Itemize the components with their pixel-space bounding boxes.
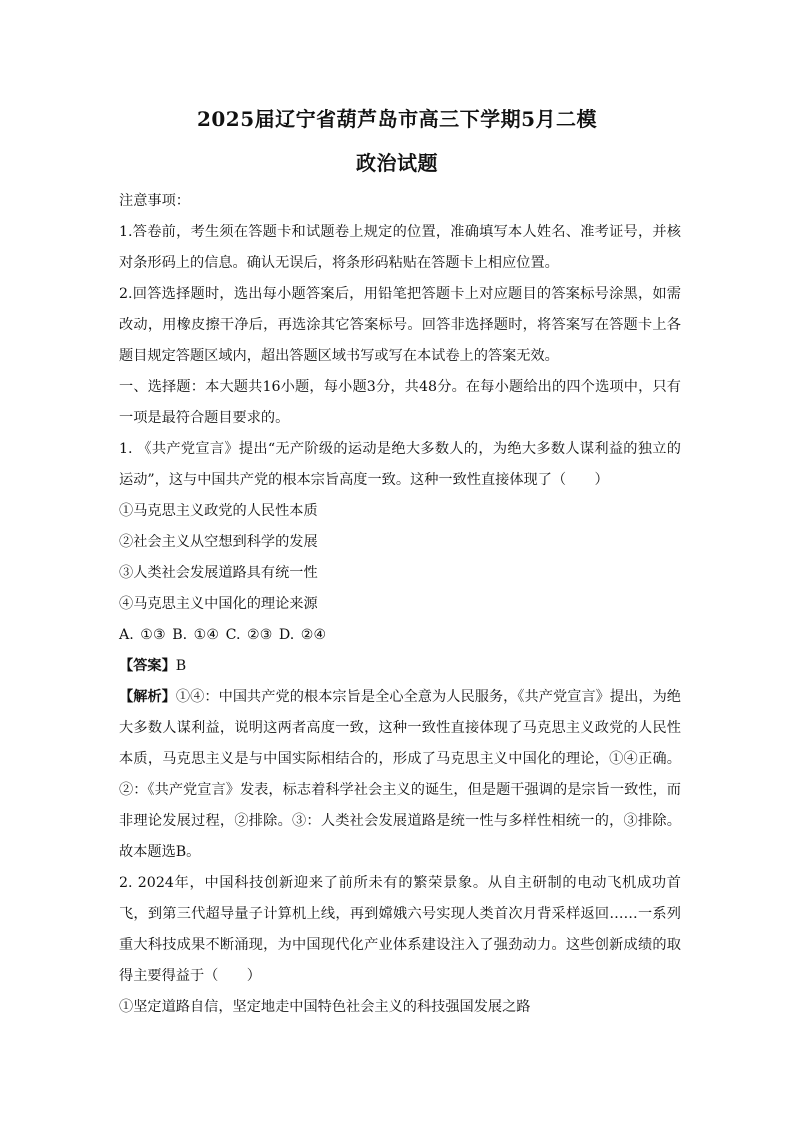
notice-item-1: 1.答卷前，考生须在答题卡和试题卷上规定的位置，准确填写本人姓名、准考证号，并核对条形码上的信息。确认无误后，将条形码粘贴在答题卡上相应位置。 bbox=[119, 224, 681, 271]
document-body bbox=[119, 186, 681, 1023]
question-1-option-3: ③人类社会发展道路具有统一性 bbox=[119, 565, 318, 581]
section-heading: 一、选择题：本大题共16小题，每小题3分，共48分。在每小题给出的四个选项中，只有一项是最符合题目要求的。 bbox=[119, 379, 681, 426]
question-1-answer bbox=[119, 651, 681, 682]
answer-label: 【答案】 bbox=[119, 658, 176, 674]
question-1-option-4: ④马克思主义中国化的理论来源 bbox=[119, 596, 318, 612]
question-1-option-2: ②社会主义从空想到科学的发展 bbox=[119, 534, 318, 550]
answer-value: B bbox=[175, 658, 187, 674]
page-subtitle: 政治试题 bbox=[356, 151, 438, 175]
notice-heading: 注意事项： bbox=[119, 193, 190, 209]
notice-item-2: 2.回答选择题时，选出每小题答案后，用铅笔把答题卡上对应题目的答案标号涂黑，如需改动，用橡皮擦干净后，再选涂其它答案标号。回答非选择题时，将答案写在答题卡上各题目规定答题区域内，超出答题区域书写或写在本试卷上的答案无效。 bbox=[119, 286, 681, 364]
page-title: 2025届辽宁省葫芦岛市高三下学期5月二模 bbox=[196, 107, 598, 131]
question-1-choices: A. ①③ B. ①④ C. ②③ D. ②④ bbox=[119, 627, 327, 643]
question-1-analysis bbox=[119, 682, 681, 868]
question-2-stem: 2. 2024年，中国科技创新迎来了前所未有的繁荣景象。从自主研制的电动飞机成功首飞，到第三代超导量子计算机上线，再到嫦娥六号实现人类首次月背采样返回……一系列重大科技成果不断涌现，为中国现代化产业体系建设注入了强劲动力。这些创新成绩的取得主要得益于（ ） bbox=[119, 875, 681, 984]
analysis-text: ①④：中国共产党的根本宗旨是全心全意为人民服务，《共产党宣言》提出，为绝大多数人谋利益，说明这两者高度一致，这种一致性直接体现了马克思主义政党的人民性本质，马克思主义是与中国实际相结合的，形成了马克思主义中国化的理论，①④正确。②：《共产党宣言》发表，标志着科学社会主义的诞生，但是题干强调的是宗旨一致性，而非理论发展过程，②排除。③：人类社会发展道路是统一性与多样性相统一的，③排除。故本题选B。 bbox=[119, 689, 681, 860]
question-2-option-1: ①坚定道路自信，坚定地走中国特色社会主义的科技强国发展之路 bbox=[119, 999, 531, 1015]
analysis-label: 【解析】 bbox=[119, 689, 176, 705]
question-1-stem: 1. 《共产党宣言》提出“无产阶级的运动是绝大多数人的，为绝大多数人谋利益的独立的运动”，这与中国共产党的根本宗旨高度一致。这种一致性直接体现了（ ） bbox=[119, 441, 681, 488]
question-1-option-1: ①马克思主义政党的人民性本质 bbox=[119, 503, 318, 519]
